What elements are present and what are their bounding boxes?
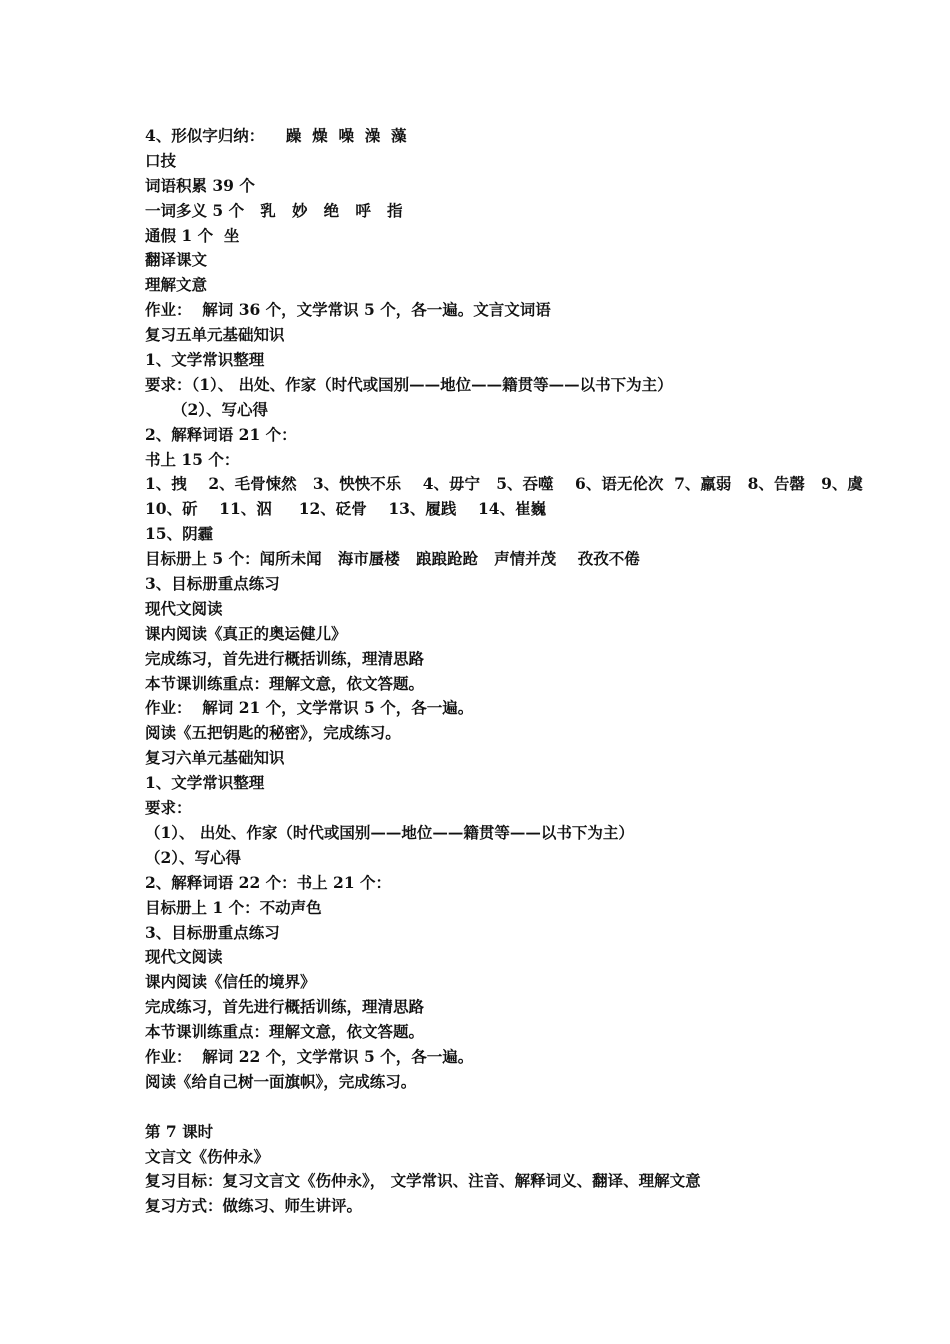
- text-line: 复习方式：做练习、师生讲评。: [145, 1196, 363, 1216]
- text-line: 要求：（1）、 出处、作家（时代或国别——地位——籍贯等——以书下为主）: [145, 374, 673, 394]
- text-line: 现代文阅读: [145, 947, 223, 967]
- text-line: 复习目标：复习文言文《伤仲永》， 文学常识、注音、解释词义、翻译、理解文意: [145, 1171, 701, 1191]
- text-line: 通假 1 个 坐: [145, 225, 240, 245]
- text-line: 口技: [145, 150, 177, 170]
- text-line: 1、文学常识整理: [145, 350, 265, 370]
- text-line: 3、目标册重点练习: [145, 922, 280, 942]
- text-line: 复习六单元基础知识: [145, 748, 285, 768]
- text-line: （2）、写心得: [145, 399, 269, 419]
- text-line: 作业： 解词 21 个，文学常识 5 个，各一遍。: [145, 698, 474, 718]
- text-line: 作业： 解词 22 个，文学常识 5 个，各一遍。: [145, 1046, 474, 1066]
- text-line: 阅读《五把钥匙的秘密》，完成练习。: [145, 723, 401, 743]
- text-line: （1）、 出处、作家（时代或国别——地位——籍贯等——以书下为主）: [145, 822, 634, 842]
- text-line: 阅读《给自己树一面旗帜》，完成练习。: [145, 1071, 417, 1091]
- text-line: 2、解释词语 22 个：书上 21 个：: [145, 872, 392, 892]
- text-line: 4、形似字归纳： 躁 燥 噪 澡 藻: [145, 126, 407, 145]
- text-line: 1、拽 2、毛骨悚然 3、怏怏不乐 4、毋宁 5、吞噬 6、语无伦次 7、羸弱 8、告罄 9、虞: [145, 474, 863, 494]
- text-line: 现代文阅读: [145, 598, 223, 618]
- text-line: 完成练习，首先进行概括训练，理清思路: [145, 648, 425, 668]
- text-line: 2、解释词语 21 个：: [145, 424, 297, 444]
- text-line: 一词多义 5 个 乳 妙 绝 呼 指: [145, 200, 403, 220]
- text-line: 词语积累 39 个: [145, 175, 255, 195]
- text-line: 课内阅读《信任的境界》: [145, 972, 316, 992]
- lesson-heading: 第 7 课时: [145, 1121, 214, 1141]
- text-line: 文言文《伤仲永》: [145, 1146, 270, 1166]
- text-line: 完成练习，首先进行概括训练，理清思路: [145, 997, 425, 1017]
- text-line: 复习五单元基础知识: [145, 325, 285, 345]
- text-line: 书上 15 个：: [145, 449, 240, 469]
- text-line: 翻译课文: [145, 250, 208, 270]
- text-line: 1、文学常识整理: [145, 773, 265, 793]
- text-line: 本节课训练重点：理解文意，依文答题。: [145, 673, 425, 693]
- text-line: 目标册上 1 个：不动声色: [145, 897, 322, 917]
- text-line: 10、斫 11、泅 12、砭骨 13、履践 14、崔巍: [145, 499, 547, 519]
- document-body: [145, 124, 863, 1219]
- text-line: 课内阅读《真正的奥运健儿》: [145, 623, 347, 643]
- text-line: 本节课训练重点：理解文意，依文答题。: [145, 1022, 425, 1042]
- text-line: 作业： 解词 36 个，文学常识 5 个，各一遍。文言文词语: [145, 300, 551, 320]
- text-line: 3、目标册重点练习: [145, 574, 280, 594]
- text-line: 目标册上 5 个：闻所未闻 海市蜃楼 踉踉跄跄 声情并茂 孜孜不倦: [145, 549, 640, 569]
- text-line: 要求：: [145, 798, 192, 818]
- blank-line: [145, 1095, 845, 1120]
- text-line: 15、阴霾: [145, 524, 214, 544]
- text-line: 理解文意: [145, 275, 208, 295]
- text-line: （2）、写心得: [145, 847, 242, 867]
